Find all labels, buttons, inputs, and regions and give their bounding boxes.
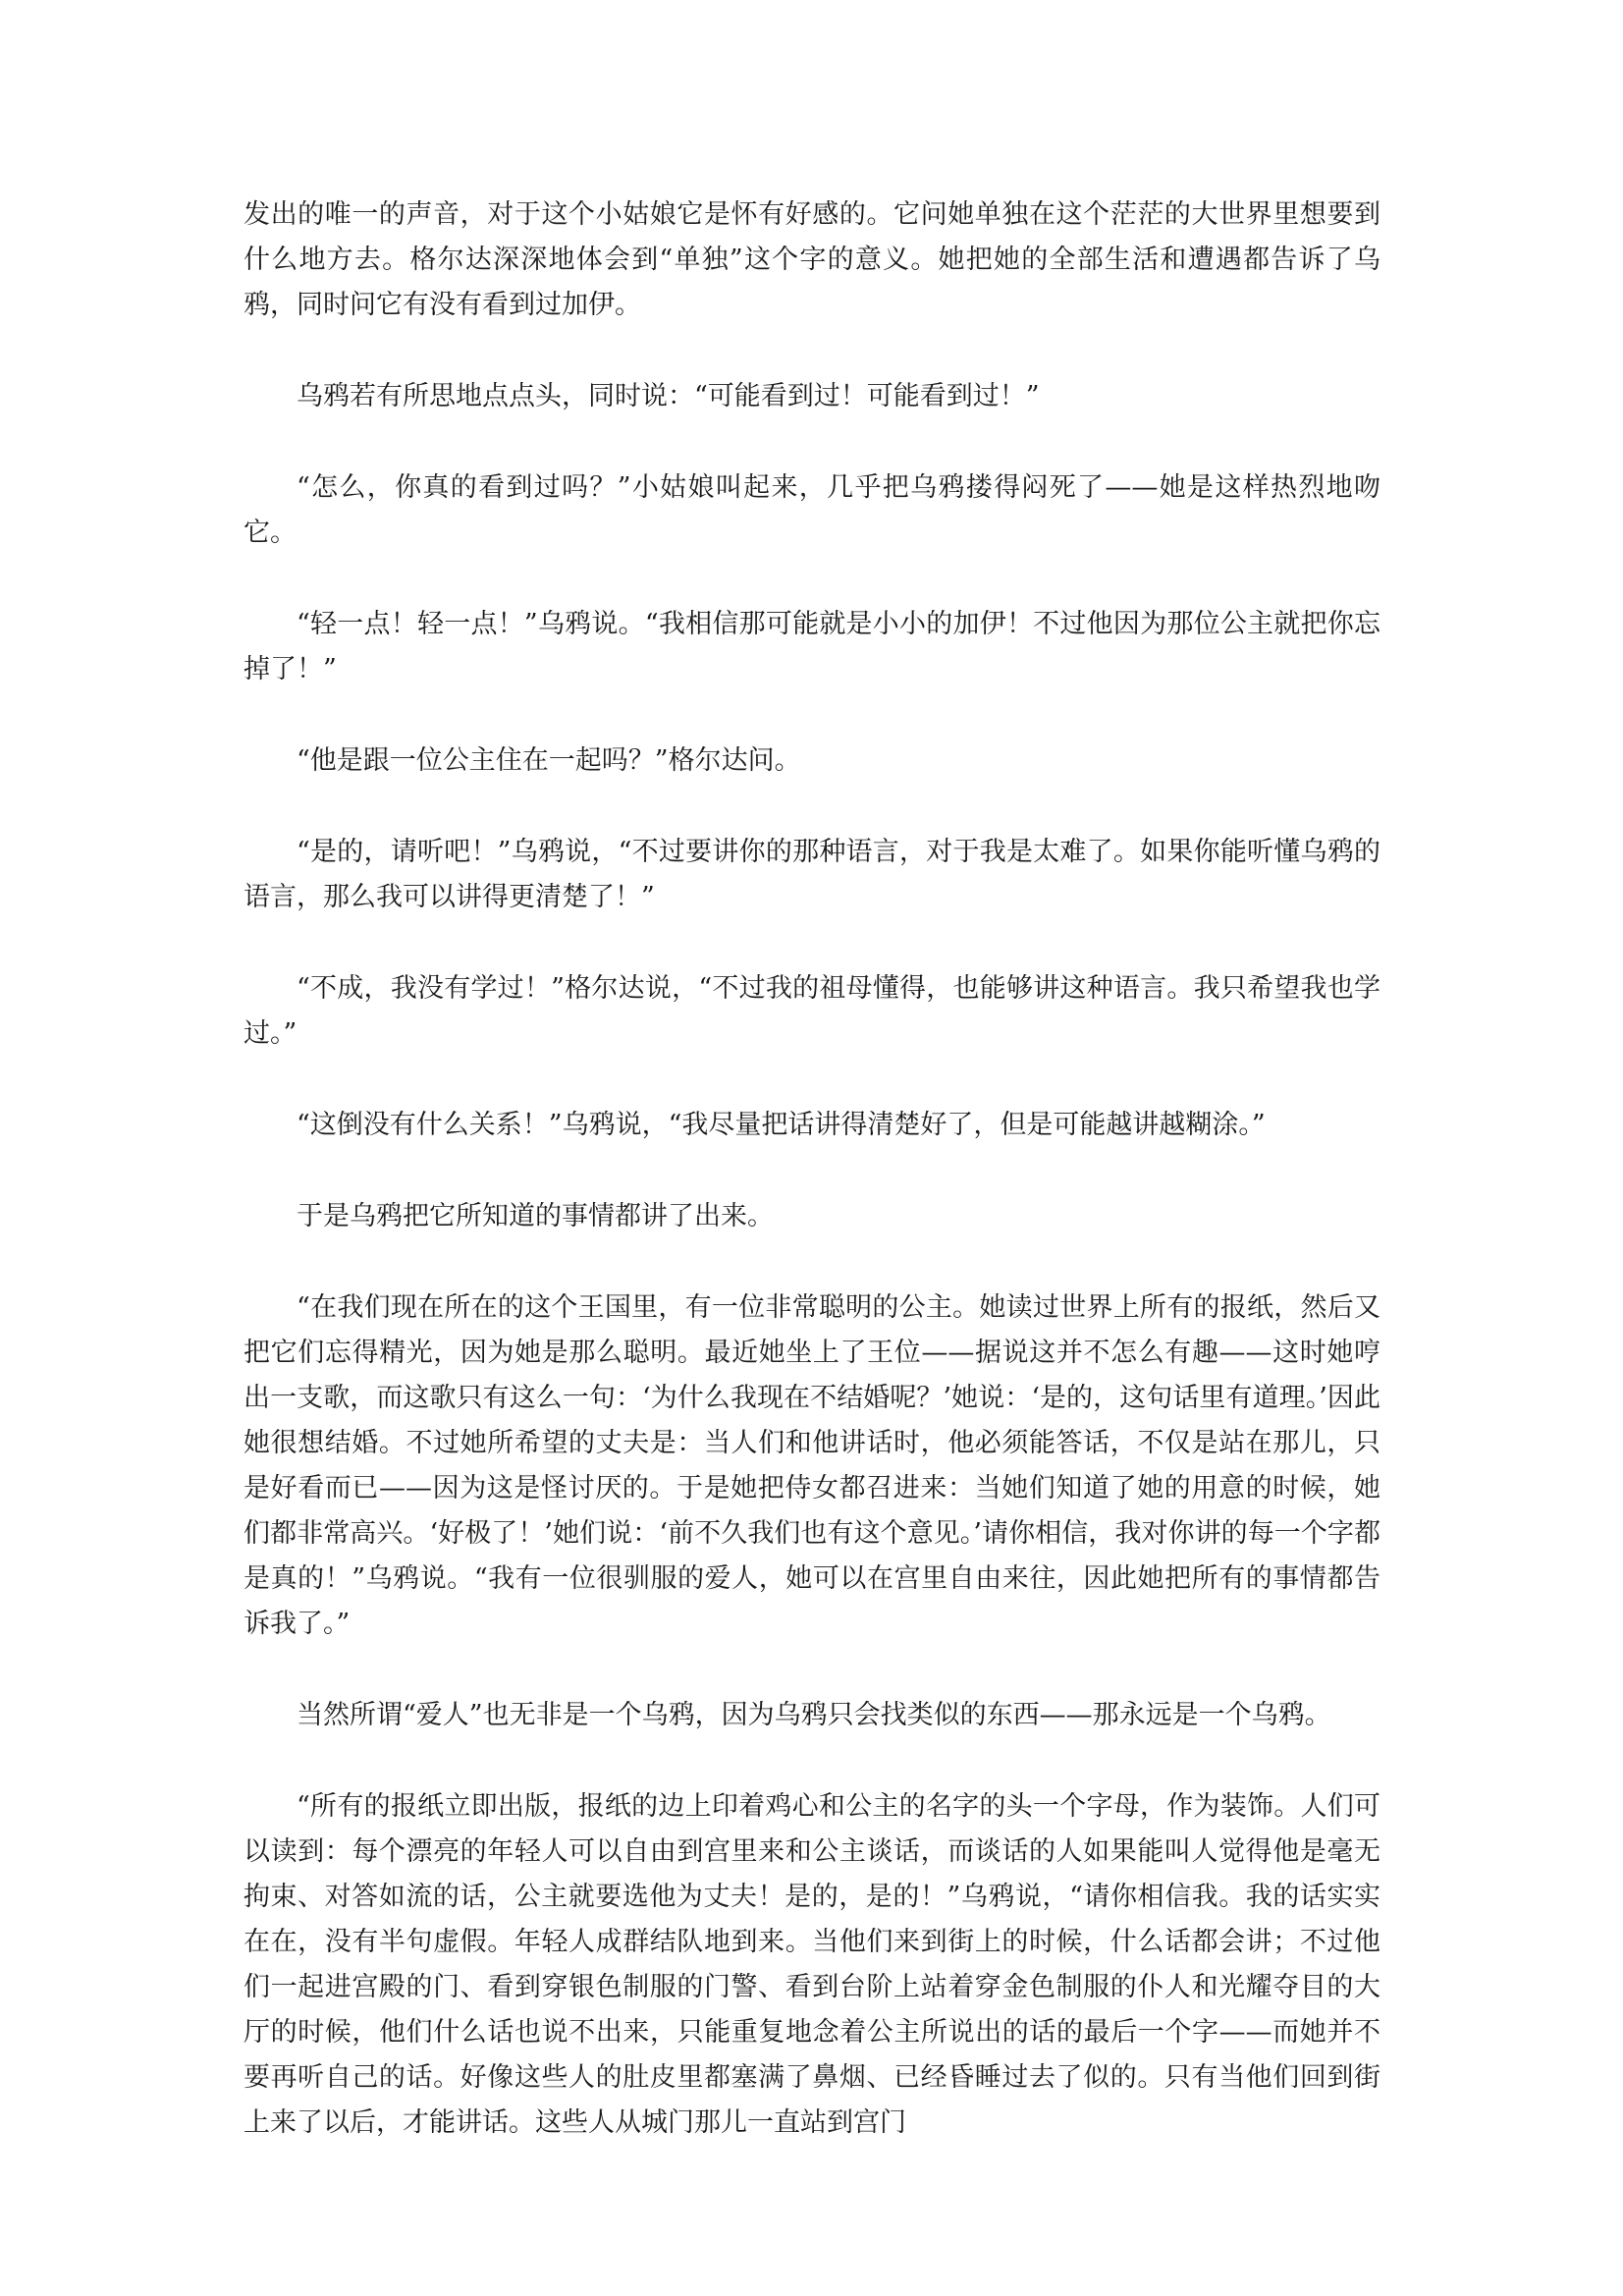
paragraph: 当然所谓“爱人”也无非是一个乌鸦，因为乌鸦只会找类似的东西——那永远是一个乌鸦。: [297, 1700, 1331, 1730]
text-column: [243, 192, 1380, 2146]
paragraph: 发出的唯一的声音，对于这个小姑娘它是怀有好感的。它问她单独在这个茫茫的大世界里想要到什么地方去。格尔达深深地体会到“单独”这个字的意义。她把她的全部生活和遭遇都告诉了乌鸦，同时问它有没有看到过加伊。: [243, 199, 1380, 320]
paragraph: “在我们现在所在的这个王国里，有一位非常聪明的公主。她读过世界上所有的报纸，然后又把它们忘得精光，因为她是那么聪明。最近她坐上了王位——据说这并不怎么有趣——这时她哼出一支歌，而这歌只有这么一句：‘为什么我现在不结婚呢？’她说：‘是的，这句话里有道理。’因此她很想结婚。不过她所希望的丈夫是：当人们和他讲话时，他必须能答话，不仅是站在那儿，只是好看而已——因为这是怪讨厌的。于是她把侍女都召进来：当她们知道了她的用意的时候，她们都非常高兴。‘好极了！’她们说：‘前不久我们也有这个意见。’请你相信，我对你讲的每一个字都是真的！”乌鸦说。“我有一位很驯服的爱人，她可以在宫里自由来往，因此她把所有的事情都告诉我了。”: [243, 1292, 1380, 1639]
paragraph: 乌鸦若有所思地点点头，同时说：“可能看到过！可能看到过！”: [297, 381, 1040, 411]
paragraph: “他是跟一位公主住在一起吗？”格尔达问。: [297, 745, 801, 776]
paragraph: “不成，我没有学过！”格尔达说，“不过我的祖母懂得，也能够讲这种语言。我只希望我也学过。”: [243, 973, 1380, 1049]
paragraph: “轻一点！轻一点！”乌鸦说。“我相信那可能就是小小的加伊！不过他因为那位公主就把你忘掉了！”: [243, 609, 1380, 684]
paragraph: “怎么，你真的看到过吗？”小姑娘叫起来，几乎把乌鸦搂得闷死了——她是这样热烈地吻它。: [243, 472, 1380, 548]
paragraph: “是的，请听吧！”乌鸦说，“不过要讲你的那种语言，对于我是太难了。如果你能听懂乌鸦的语言，那么我可以讲得更清楚了！”: [243, 837, 1380, 912]
paragraph: “这倒没有什么关系！”乌鸦说，“我尽量把话讲得清楚好了，但是可能越讲越糊涂。”: [297, 1110, 1266, 1140]
paragraph: “所有的报纸立即出版，报纸的边上印着鸡心和公主的名字的头一个字母，作为装饰。人们可以读到：每个漂亮的年轻人可以自由到宫里来和公主谈话，而谈话的人如果能叫人觉得他是毫无拘束、对答如流的话，公主就要选他为丈夫！是的，是的！”乌鸦说，“请你相信我。我的话实实在在，没有半句虚假。年轻人成群结队地到来。当他们来到街上的时候，什么话都会讲；不过他们一起进宫殿的门、看到穿银色制服的门警、看到台阶上站着穿金色制服的仆人和光耀夺目的大厅的时候，他们什么话也说不出来，只能重复地念着公主所说出的话的最后一个字——而她并不要再听自己的话。好像这些人的肚皮里都塞满了鼻烟、已经昏睡过去了似的。只有当他们回到街上来了以后，才能讲话。这些人从城门那儿一直站到宫门: [243, 1791, 1380, 2138]
paragraph: 于是乌鸦把它所知道的事情都讲了出来。: [297, 1201, 774, 1231]
